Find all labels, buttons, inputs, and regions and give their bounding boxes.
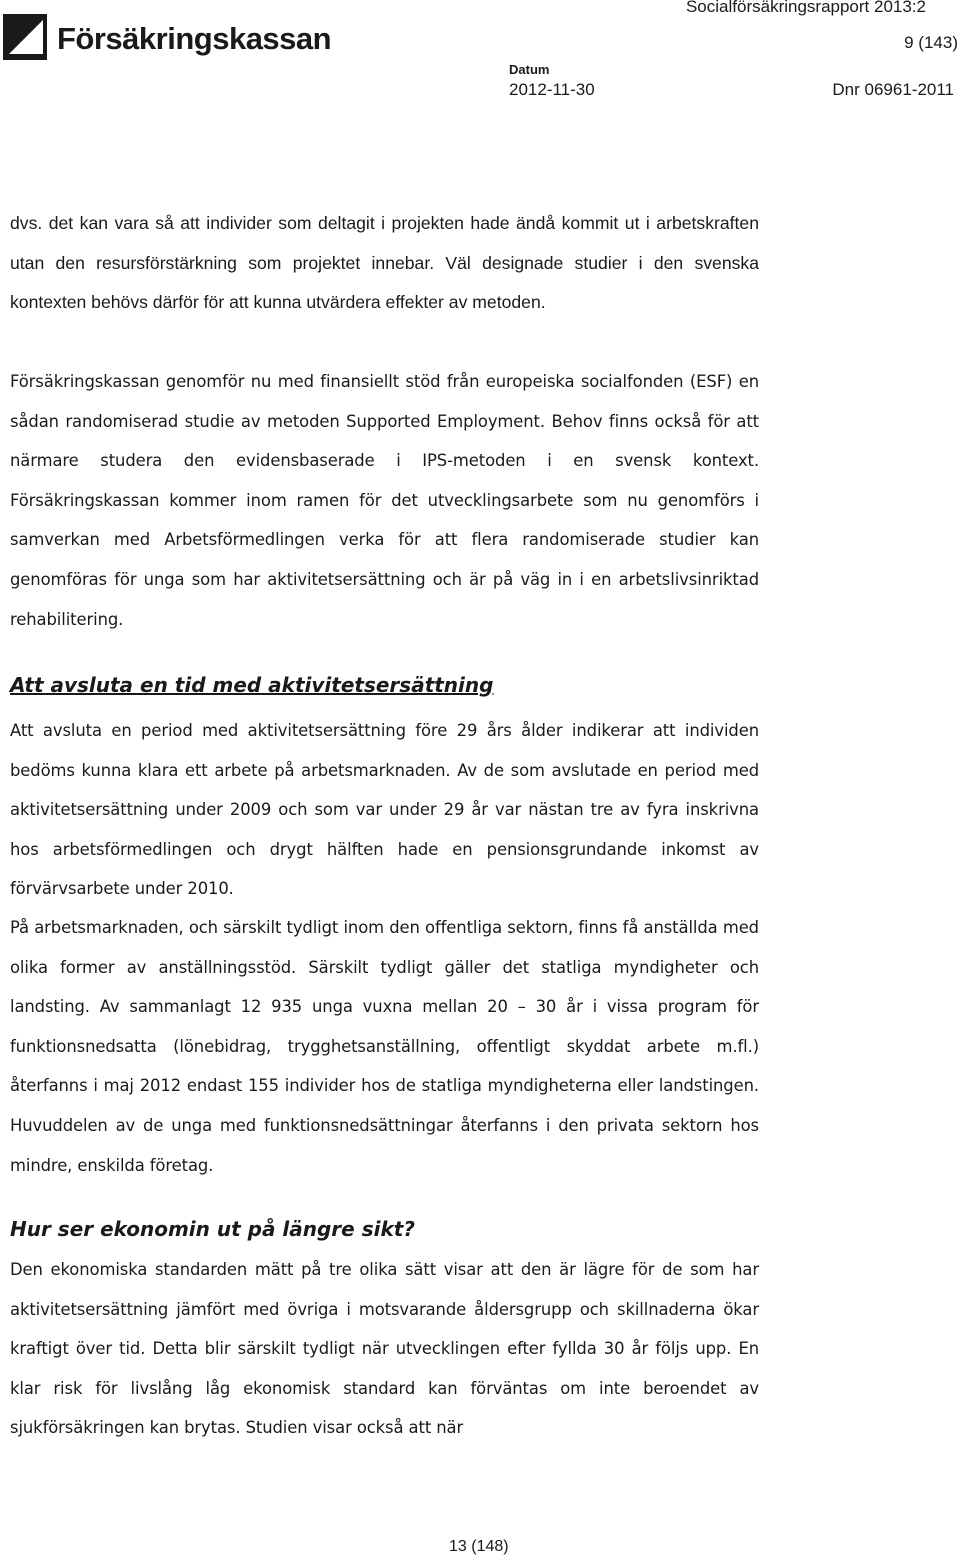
paragraph-1: dvs. det kan vara så att individer som deltagit i projekten hade ändå kommit ut i arbetskraften utan den resursförstärkning som projektet innebar. Väl designade studier i den svenska kontexten behövs därför för att kunna utvärdera effekter av metoden. <box>10 213 759 313</box>
document-date: 2012-11-30 <box>509 80 595 99</box>
report-title: Socialförsäkringsrapport 2013:2 <box>685 0 926 16</box>
paragraph-2: Försäkringskassan genomför nu med finansiellt stöd från europeiska socialfonden (ESF) en sådan randomiserad studie av metoden Supported Employment. Behov finns också för att närmare studera den evidensbaserade i IPS-metoden i en svensk kontext. Försäkringskassan kommer inom ramen för det utvecklingsarbete som nu genomförs i samverkan med Arbetsförmedlingen verka för att flera randomiserade studier kan genomföras för unga som har aktivitetsersättning och är på väg in i en arbetslivsinriktad rehabilitering. <box>10 372 759 629</box>
section-heading-ekonomi: Hur ser ekonomin ut på längre sikt? <box>10 1217 415 1241</box>
paragraph-5: Den ekonomiska standarden mätt på tre olika sätt visar att den är lägre för de som har aktivitetsersättning jämfört med övriga i motsvarande åldersgrupp och skillnaderna ökar kraftigt över tid. Detta blir särskilt tydligt när utvecklingen efter fyllda 30 år följs upp. En klar risk för livslång låg ekonomisk standard kan förväntas om inte beroendet av sjukförsäkringen kan brytas. Studien visar också att när <box>10 1260 759 1438</box>
document-number: Dnr 06961-2011 <box>832 80 954 99</box>
forsakringskassan-logo-icon <box>3 14 55 64</box>
section-heading-aktivitetsersattning: Att avsluta en tid med aktivitetsersättning <box>10 673 494 697</box>
logo <box>3 14 331 64</box>
brand-name: Försäkringskassan <box>57 21 332 56</box>
footer-page-number: 13 (148) <box>449 1538 509 1555</box>
paragraph-3: Att avsluta en period med aktivitetsersättning före 29 års ålder indikerar att individen bedöms kunna klara ett arbete på arbetsmarknaden. Av de som avslutade en period med aktivitetsersättning under 2009 och som var under 29 år var nästan tre av fyra inskrivna hos arbetsförmedlingen och drygt hälften hade en pensionsgrundande inkomst av förvärvsarbete under 2010. <box>10 721 759 899</box>
paragraph-4: På arbetsmarknaden, och särskilt tydligt inom den offentliga sektorn, finns få anställda med olika former av anställningsstöd. Särskilt tydligt gäller det statliga myndigheter och landsting. Av sammanlagt 12 935 unga vuxna mellan 20 – 30 år i vissa program för funktionsnedsatta (lönebidrag, trygghetsanställning, offentligt skyddat arbete m.fl.) återfanns i maj 2012 endast 155 individer hos de statliga myndigheterna eller landstingen. Huvuddelen av de unga med funktionsnedsättningar återfanns i den privata sektorn hos mindre, enskilda företag. <box>10 918 759 1175</box>
datum-label: Datum <box>509 62 550 77</box>
page-label: 9 (143) <box>904 33 958 52</box>
